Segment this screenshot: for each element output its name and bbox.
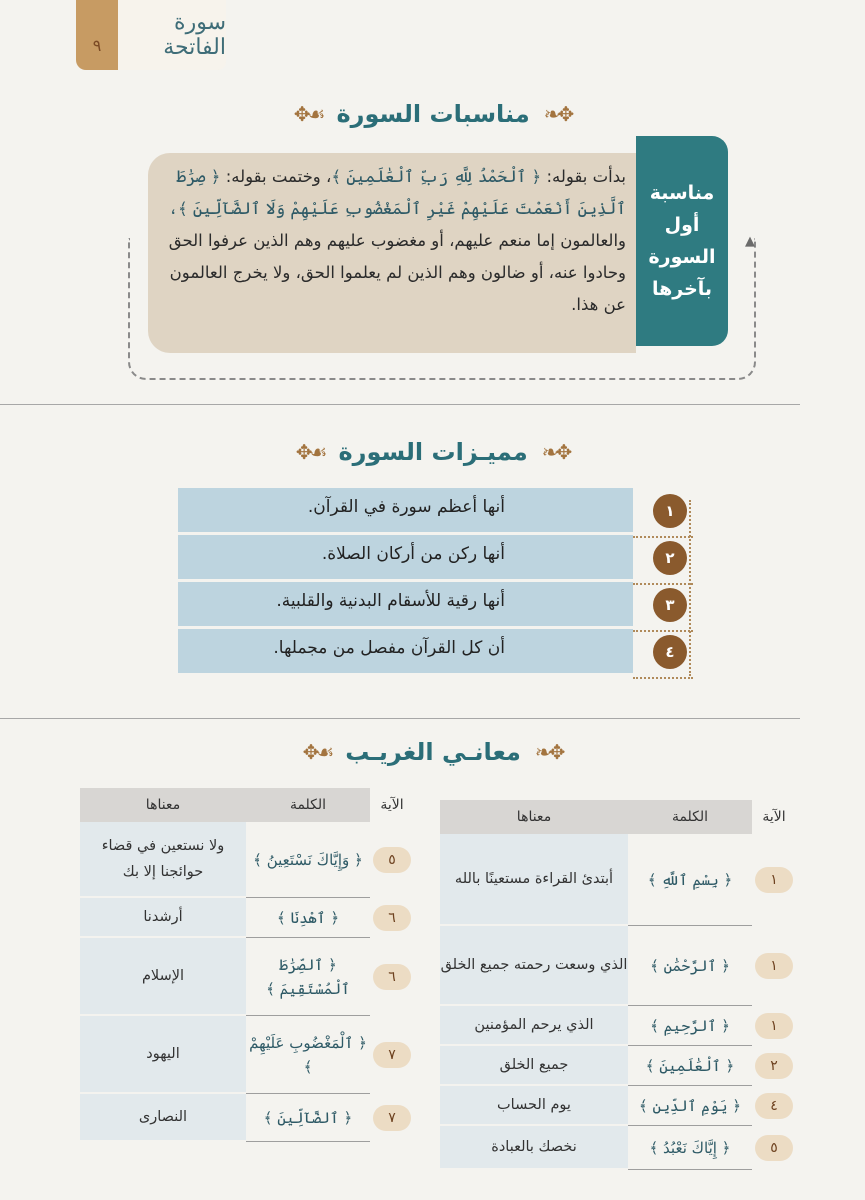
section-title-gharib: ✥❧ معانـي الغريـب ☙✥	[302, 738, 563, 766]
table-row: ١ ﴿ ٱلرَّحِيمِ ﴾ الذي يرحم المؤمنين	[440, 1006, 796, 1046]
table-row: ١ ﴿ بِسْمِ ٱللَّهِ ﴾ أبتدئ القراءة مستعينًا بالله	[440, 834, 796, 926]
ornament-icon: ✥❧	[541, 440, 570, 464]
feature-row: أنها أعظم سورة في القرآن.	[178, 488, 633, 532]
table-row: ٥ ﴿ وَإِيَّاكَ نَسْتَعِينُ ﴾ ولا نستعين في قضاء حوائجنا إلا بك	[80, 822, 414, 898]
quran-quote: ﴿ صِرَٰطَ ٱلَّذِينَ أَنْعَمْتَ عَلَيْهِمْ غَيْرِ ٱلْمَغْضُوبِ عَلَيْهِمْ وَلَا ٱلضَّآلِّينَ ﴾،	[168, 167, 626, 218]
header-meaning: معناها	[440, 800, 628, 834]
quran-quote: ﴿ ٱلْحَمْدُ لِلَّهِ رَبِّ ٱلْعَٰلَمِينَ ﴾	[331, 167, 542, 186]
ornament-icon: ✥❧	[543, 102, 572, 126]
munasabat-text: بدأت بقوله: ﴿ ٱلْحَمْدُ لِلَّهِ رَبِّ ٱلْعَٰلَمِينَ ﴾، وختمت بقوله: ﴿ صِرَٰطَ ٱلَّذِينَ أَنْعَمْتَ عَلَيْهِمْ غَيْرِ ٱلْمَغْضُوبِ عَلَيْهِمْ وَلَا ٱلضَّآلِّينَ ﴾، والعالمون إما منعم عليهم، أو مغضوب عليهم وهم الذين عرفوا الحق وحادوا عنه، أو ضالون وهم الذين لم يعلموا الحق، ولا يخرج العالمون عن هذا.	[168, 167, 626, 314]
dotted-line	[633, 677, 693, 679]
arrow-up-icon: ▲	[745, 234, 755, 249]
feature-row: أنها ركن من أركان الصلاة.	[178, 535, 633, 579]
header-ayah: الآية	[380, 797, 404, 813]
divider	[0, 404, 800, 405]
dotted-line	[689, 500, 691, 676]
dotted-line	[633, 583, 693, 585]
table-row: ٧ ﴿ ٱلْمَغْضُوبِ عَلَيْهِمْ ﴾ اليهود	[80, 1016, 414, 1094]
feature-row: أن كل القرآن مفصل من مجملها.	[178, 629, 633, 673]
ornament-icon: ☙✥	[302, 740, 332, 764]
gharib-table-right	[440, 800, 796, 1170]
munasabat-text-box	[148, 153, 636, 353]
page-number: ٩	[92, 36, 102, 55]
feature-number: ١	[653, 494, 687, 528]
table-row: ٤ ﴿ يَوْمِ ٱلدِّينِ ﴾ يوم الحساب	[440, 1086, 796, 1126]
table-row: ٢ ﴿ ٱلْعَٰلَمِينَ ﴾ جميع الخلق	[440, 1046, 796, 1086]
table-row: ٧ ﴿ ٱلضَّآلِّينَ ﴾ النصارى	[80, 1094, 414, 1142]
header-ayah: الآية	[762, 809, 786, 825]
ornament-icon: ☙✥	[295, 440, 325, 464]
ornament-icon: ✥❧	[534, 740, 563, 764]
feature-number: ٣	[653, 588, 687, 622]
dotted-line	[633, 630, 693, 632]
header-meaning: معناها	[80, 788, 246, 822]
table-row: ٦ ﴿ ٱلصِّرَٰطَ ٱلْمُسْتَقِيمَ ﴾ الإسلام	[80, 938, 414, 1016]
section-title-munasabat: ✥❧ مناسبات السورة ☙✥	[293, 100, 572, 128]
dotted-line	[633, 536, 693, 538]
table-row: ١ ﴿ ٱلرَّحْمَٰنِ ﴾ الذي وسعت رحمته جميع الخلق	[440, 926, 796, 1006]
header-word: الكلمة	[628, 800, 752, 834]
feature-number: ٤	[653, 635, 687, 669]
feature-row: أنها رقية للأسقام البدنية والقلبية.	[178, 582, 633, 626]
table-row: ٥ ﴿ إِيَّاكَ نَعْبُدُ ﴾ نخصك بالعبادة	[440, 1126, 796, 1170]
divider	[0, 718, 800, 719]
section-title-features: ✥❧ مميـزات السورة ☙✥	[295, 438, 570, 466]
ornament-icon: ☙✥	[293, 102, 323, 126]
side-label: مناسبة أول السورة بآخرها	[636, 136, 728, 346]
header-word: الكلمة	[246, 788, 370, 822]
surah-name: سورة الفاتحة	[118, 0, 226, 70]
feature-number: ٢	[653, 541, 687, 575]
gharib-table-left	[80, 788, 414, 1142]
table-row: ٦ ﴿ ٱهْدِنَا ﴾ أرشدنا	[80, 898, 414, 938]
